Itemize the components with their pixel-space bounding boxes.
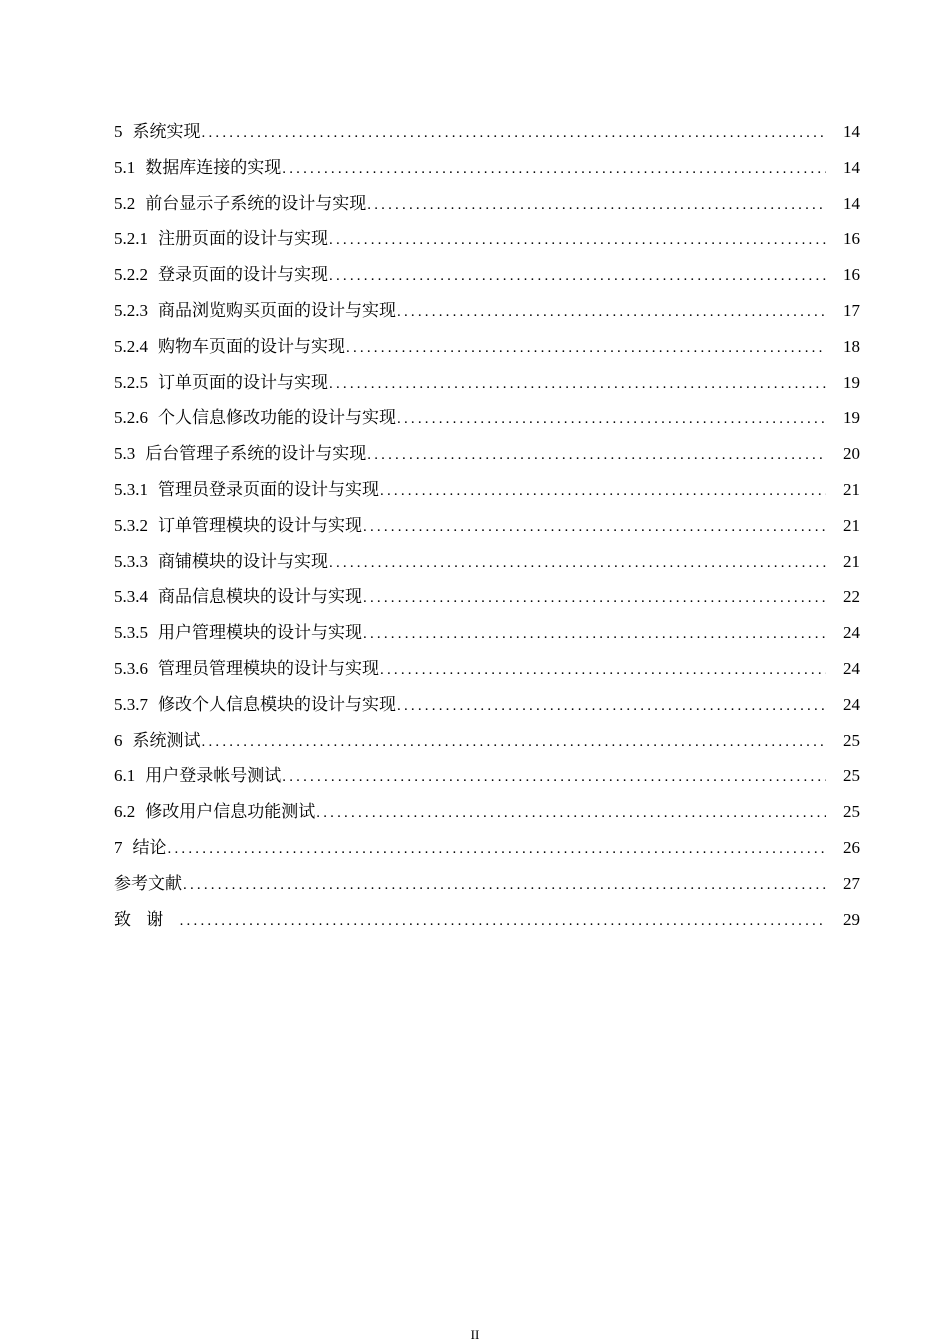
dot-leader <box>168 832 827 868</box>
toc-entry-number: 5 <box>114 122 123 141</box>
toc-entry-number: 5.2.4 <box>114 336 148 356</box>
toc-entry-7[interactable] <box>114 830 860 866</box>
dot-leader <box>329 546 826 582</box>
toc-entry-page: 17 <box>843 300 860 320</box>
dot-leader <box>329 367 826 403</box>
toc-entry-acknowledgements[interactable] <box>114 902 860 938</box>
dot-leader <box>363 581 826 617</box>
toc-entry-page: 14 <box>843 122 860 141</box>
toc-entry-number: 6.1 <box>114 766 136 786</box>
toc-entry-page: 26 <box>843 837 860 857</box>
toc-entry-5-2[interactable] <box>114 186 860 222</box>
toc-entry-page: 25 <box>843 766 860 786</box>
dot-leader <box>329 223 826 259</box>
toc-entry-number: 5.2.6 <box>114 408 148 428</box>
toc-entry-title: 致谢 <box>114 909 179 929</box>
toc-entry-number: 5.2.2 <box>114 265 148 285</box>
toc-entry-page: 24 <box>843 623 860 643</box>
toc-entry-page: 21 <box>843 551 860 571</box>
toc-entry-5-1[interactable] <box>114 150 860 186</box>
toc-entry-number: 5.3.2 <box>114 515 148 535</box>
dot-leader <box>282 152 826 188</box>
toc-entry-6[interactable] <box>114 723 860 759</box>
toc-entry-5-2-2[interactable] <box>114 257 860 293</box>
toc-entry-number: 5.3.4 <box>114 587 148 607</box>
toc-entry-title: 管理员登录页面的设计与实现 <box>158 479 379 499</box>
toc-entry-title: 参考文献 <box>114 873 182 893</box>
toc-entry-page: 22 <box>843 587 860 607</box>
toc-entry-5-3[interactable] <box>114 436 860 472</box>
toc-entry-5-2-4[interactable] <box>114 329 860 365</box>
toc-entry-title: 注册页面的设计与实现 <box>158 229 328 249</box>
toc-entry-5-2-5[interactable] <box>114 365 860 401</box>
dot-leader <box>367 188 826 224</box>
toc-entry-number: 5.2 <box>114 193 136 213</box>
toc-entry-5-3-2[interactable] <box>114 508 860 544</box>
toc-entry-page: 25 <box>843 730 860 750</box>
toc-entry-number: 5.3.3 <box>114 551 148 571</box>
toc-entry-number: 5.3.6 <box>114 658 148 678</box>
toc-entry-page: 21 <box>843 515 860 535</box>
toc-entry-5-3-5[interactable] <box>114 615 860 651</box>
table-of-contents <box>114 114 860 937</box>
toc-entry-5-3-7[interactable] <box>114 687 860 723</box>
toc-entry-number: 5.3.7 <box>114 694 148 714</box>
dot-leader <box>363 510 826 546</box>
toc-entry-title: 订单管理模块的设计与实现 <box>158 515 362 535</box>
dot-leader <box>180 904 826 940</box>
dot-leader <box>397 295 826 331</box>
toc-entry-page: 18 <box>843 336 860 356</box>
toc-entry-page: 25 <box>843 802 860 822</box>
toc-entry-title: 管理员管理模块的设计与实现 <box>158 658 379 678</box>
toc-entry-number: 5.3.1 <box>114 479 148 499</box>
dot-leader <box>397 402 826 438</box>
toc-entry-title: 商品浏览购买页面的设计与实现 <box>158 300 396 320</box>
dot-leader <box>367 438 826 474</box>
toc-entry-number: 7 <box>114 837 123 857</box>
toc-entry-page: 24 <box>843 694 860 714</box>
toc-entry-title: 购物车页面的设计与实现 <box>158 336 345 356</box>
dot-leader <box>329 259 826 295</box>
toc-entry-5-3-1[interactable] <box>114 472 860 508</box>
dot-leader <box>397 689 826 725</box>
toc-entry-title: 个人信息修改功能的设计与实现 <box>158 408 396 428</box>
toc-entry-title: 系统测试 <box>132 730 201 750</box>
toc-entry-page: 14 <box>843 193 860 213</box>
dot-leader <box>282 760 826 796</box>
toc-entry-page: 19 <box>843 408 860 428</box>
toc-entry-5[interactable] <box>114 114 860 150</box>
toc-entry-page: 16 <box>843 229 860 249</box>
dot-leader <box>380 474 826 510</box>
toc-entry-5-2-3[interactable] <box>114 293 860 329</box>
dot-leader <box>363 617 826 653</box>
toc-entry-page: 24 <box>843 658 860 678</box>
toc-entry-page: 27 <box>843 873 860 893</box>
toc-entry-6-1[interactable] <box>114 758 860 794</box>
toc-entry-title: 订单页面的设计与实现 <box>158 372 328 392</box>
toc-entry-title: 用户登录帐号测试 <box>145 766 282 786</box>
dot-leader <box>346 331 826 367</box>
page-number: II <box>470 1327 480 1342</box>
toc-entry-page: 19 <box>843 372 860 392</box>
toc-entry-title: 数据库连接的实现 <box>145 157 282 177</box>
toc-entry-number: 6.2 <box>114 802 136 822</box>
toc-entry-page: 16 <box>843 265 860 285</box>
toc-entry-6-2[interactable] <box>114 794 860 830</box>
toc-entry-page: 20 <box>843 444 860 464</box>
dot-leader <box>202 725 827 761</box>
toc-entry-number: 5.3 <box>114 444 136 464</box>
toc-entry-title: 结论 <box>132 837 167 857</box>
dot-leader <box>316 796 826 832</box>
toc-entry-number: 5.2.5 <box>114 372 148 392</box>
toc-entry-5-3-3[interactable] <box>114 544 860 580</box>
toc-entry-number: 6 <box>114 730 123 750</box>
toc-entry-title: 商铺模块的设计与实现 <box>158 551 328 571</box>
toc-entry-title: 用户管理模块的设计与实现 <box>158 623 362 643</box>
toc-entry-title: 修改个人信息模块的设计与实现 <box>158 694 396 714</box>
dot-leader <box>202 116 827 152</box>
toc-entry-title: 修改用户信息功能测试 <box>145 802 316 822</box>
dot-leader <box>380 653 826 689</box>
toc-entry-page: 14 <box>843 157 860 177</box>
toc-entry-title: 商品信息模块的设计与实现 <box>158 587 362 607</box>
toc-entry-5-3-6[interactable] <box>114 651 860 687</box>
toc-entry-page: 29 <box>843 909 860 929</box>
toc-entry-5-2-1[interactable] <box>114 221 860 257</box>
toc-entry-5-2-6[interactable] <box>114 400 860 436</box>
dot-leader <box>183 868 826 904</box>
toc-entry-number: 5.2.3 <box>114 300 148 320</box>
toc-entry-title: 前台显示子系统的设计与实现 <box>145 193 367 213</box>
toc-entry-references[interactable] <box>114 866 860 902</box>
toc-entry-title: 后台管理子系统的设计与实现 <box>145 444 367 464</box>
toc-entry-number: 5.2.1 <box>114 229 148 249</box>
toc-entry-title: 登录页面的设计与实现 <box>158 265 328 285</box>
toc-entry-number: 5.1 <box>114 157 136 177</box>
toc-entry-page: 21 <box>843 479 860 499</box>
toc-entry-title: 系统实现 <box>132 122 201 141</box>
toc-entry-number: 5.3.5 <box>114 623 148 643</box>
toc-entry-5-3-4[interactable] <box>114 579 860 615</box>
